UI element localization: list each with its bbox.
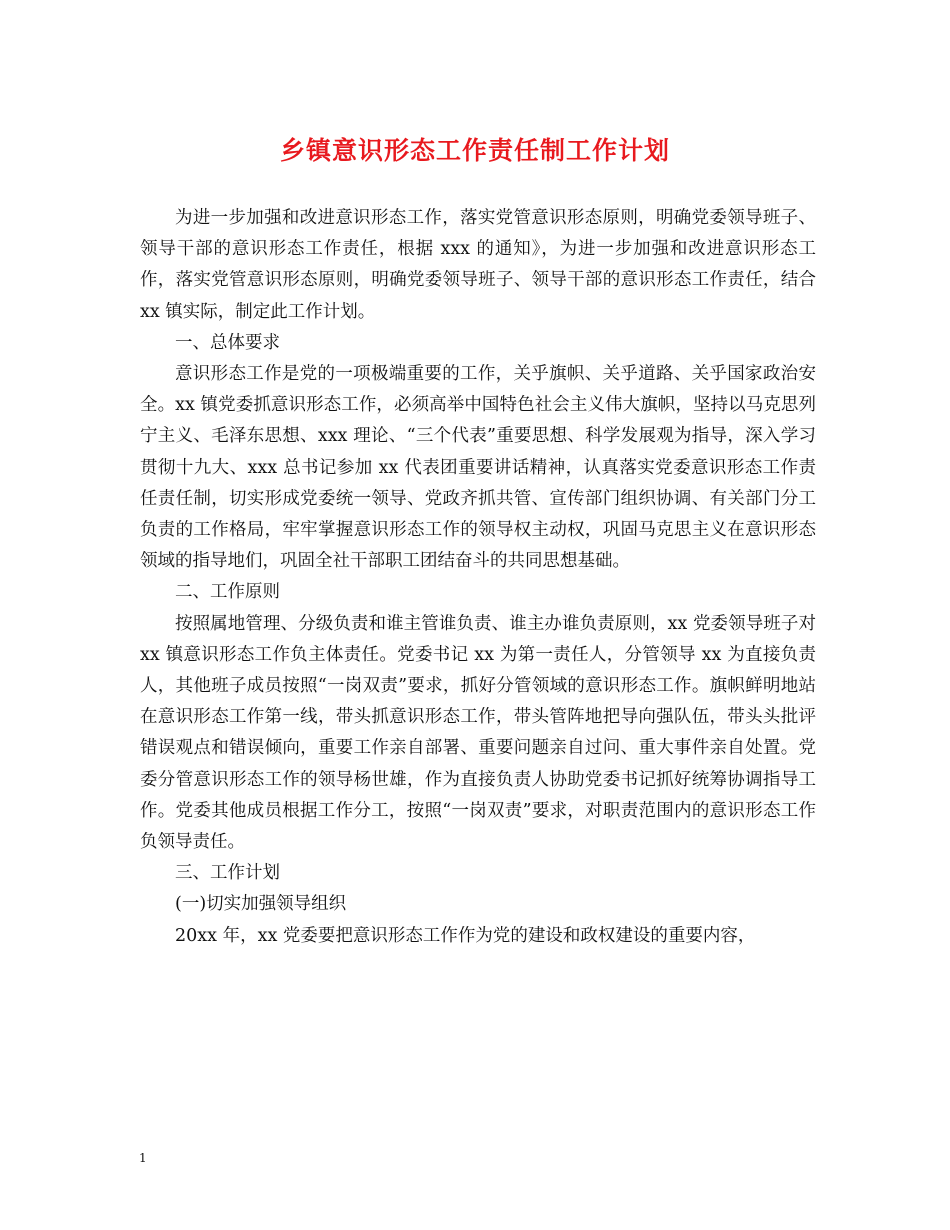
intro-paragraph: 为进一步加强和改进意识形态工作，落实党管意识形态原则，明确党委领导班子、领导干部的意识形态工作责任，根据 xxx 的通知》，为进一步加强和改进意识形态工作，落实党管意识形态原则，明确党委领导班子、领导干部的意识形态工作责任，结合 xx 镇实际，制定此工作计划。: [140, 208, 816, 322]
leadership-paragraph: 20xx 年，xx 党委要把意识形态工作作为党的建设和政权建设的重要内容，: [175, 925, 756, 946]
section-heading-work-principles: 二、工作原则: [175, 582, 280, 603]
section-heading-general-requirements: 一、总体要求: [175, 332, 280, 353]
work-principles-paragraph: 按照属地管理、分级负责和谁主管谁负责、谁主办谁负责原则，xx 党委领导班子对 xx 镇意识形态工作负主体责任。党委书记 xx 为第一责任人，分管领导 xx 为直接负责人，其他班子成员按照“一岗双责”要求，抓好分管领域的意识形态工作。旗帜鲜明地站在意识形态工作第一线，带头抓意识形态工作，带头管阵地把导向强队伍，带头头批评错误观点和错误倾向，重要工作亲自部署、重要问题亲自过问、重大事件亲自处置。党委分管意识形态工作的领导杨世雄，作为直接负责人协助党委书记抓好统筹协调指导工作。党委其他成员根据工作分工，按照“一岗双责”要求，对职责范围内的意识形态工作负领导责任。: [140, 613, 816, 853]
subsection-heading-leadership: (一)切实加强领导组织: [175, 894, 347, 915]
document-body: [140, 203, 816, 952]
document-title: 乡镇意识形态工作责任制工作计划: [279, 136, 670, 165]
section-heading-work-plan: 三、工作计划: [175, 863, 280, 884]
page-number: 1: [139, 1151, 147, 1165]
general-requirements-paragraph: 意识形态工作是党的一项极端重要的工作，关乎旗帜、关乎道路、关乎国家政治安全。xx 镇党委抓意识形态工作，必须高举中国特色社会主义伟大旗帜，坚持以马克思列宁主义、毛泽东思想、xxx 理论、“三个代表”重要思想、科学发展观为指导，深入学习贯彻十九大、xxx 总书记参加 xx 代表团重要讲话精神，认真落实党委意识形态工作责任责任制，切实形成党委统一领导、党政齐抓共管、宣传部门组织协调、有关部门分工负责的工作格局，牢牢掌握意识形态工作的领导权主动权，巩固马克思主义在意识形态领域的指导地们，巩固全社干部职工团结奋斗的共同思想基础。: [140, 364, 816, 572]
